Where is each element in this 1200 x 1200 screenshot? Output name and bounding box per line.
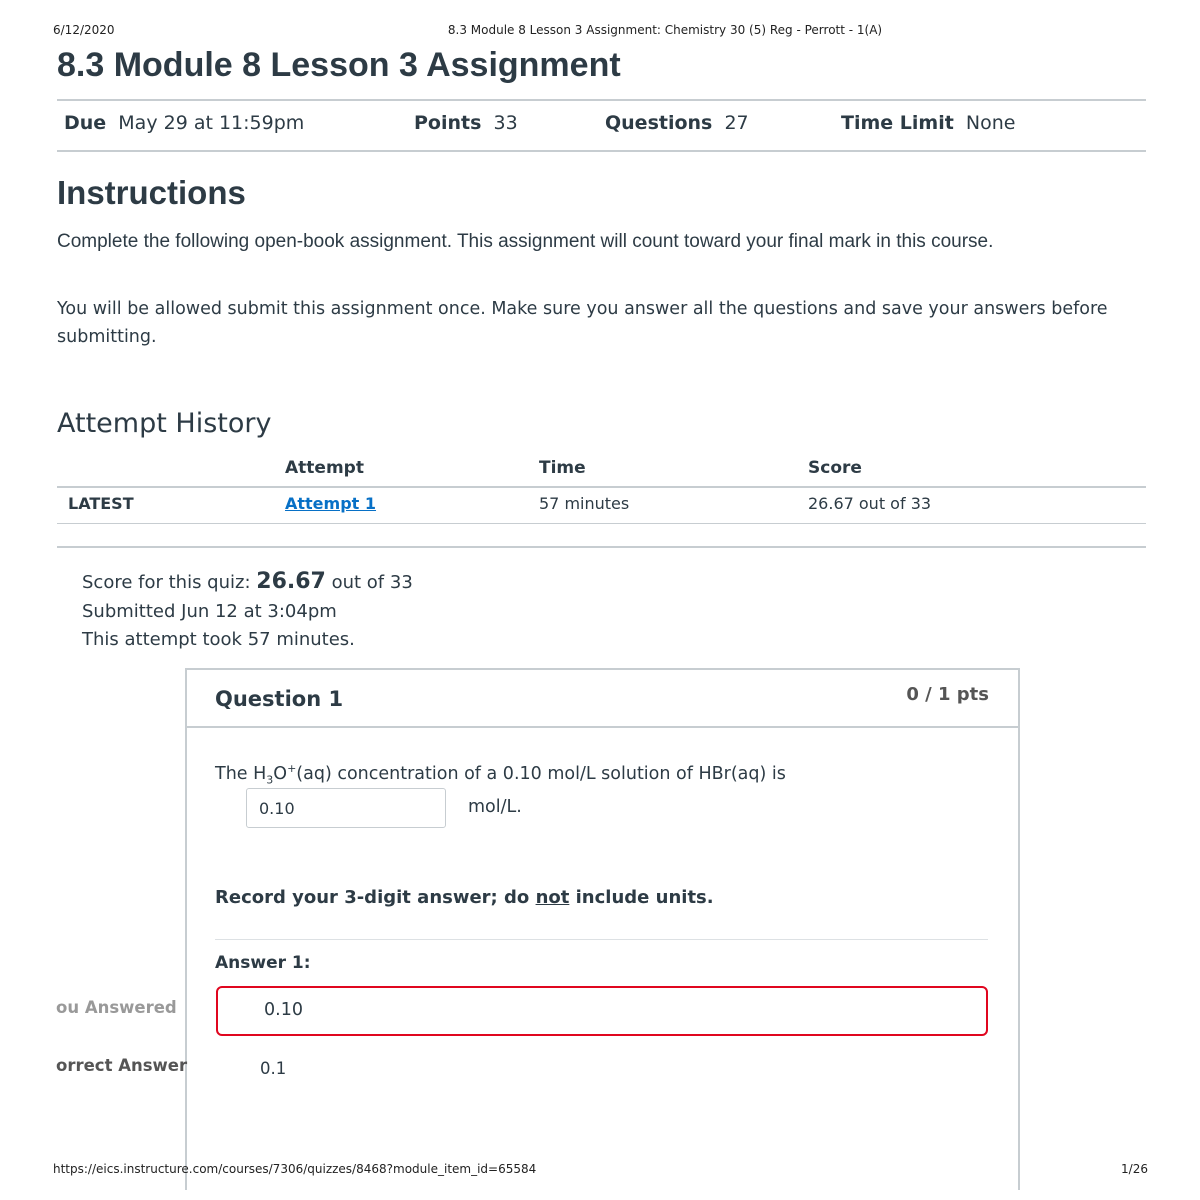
page-title: 8.3 Module 8 Lesson 3 Assignment <box>57 46 621 84</box>
score-value: 26.67 <box>256 569 326 594</box>
answer-input[interactable]: 0.10 <box>246 788 446 828</box>
question-text-mid: O <box>273 763 288 784</box>
instructions-paragraph-1: Complete the following open-book assignment. This assignment will count toward your final mark in this course. <box>57 231 994 252</box>
print-page-number: 1/26 <box>1121 1162 1148 1176</box>
answer-divider <box>215 939 988 940</box>
print-footer <box>0 1160 1200 1180</box>
duration-line: This attempt took 57 minutes. <box>82 629 355 650</box>
answer-label: Answer 1: <box>215 953 311 973</box>
meta-divider <box>57 150 1146 152</box>
instruction-emphasis: not <box>535 887 570 908</box>
print-doc-title: 8.3 Module 8 Lesson 3 Assignment: Chemistry 30 (5) Reg - Perrott - 1(A) <box>447 23 883 37</box>
score-prefix: Score for this quiz: <box>82 572 251 593</box>
meta-questions-value: 27 <box>724 112 749 134</box>
question-card <box>185 668 1020 1190</box>
column-header-score: Score <box>808 458 862 478</box>
column-header-attempt: Attempt <box>285 458 364 478</box>
answer-instruction <box>215 887 714 908</box>
correct-answer-value: 0.1 <box>260 1059 287 1078</box>
meta-questions-label: Questions <box>605 112 713 134</box>
meta-due-label: Due <box>64 112 107 134</box>
quiz-score-line <box>82 569 413 594</box>
column-header-time: Time <box>539 458 586 478</box>
question-text-end: (aq) concentration of a 0.10 mol/L solution of HBr(aq) is <box>296 763 786 784</box>
meta-due-value: May 29 at 11:59pm <box>118 112 305 134</box>
instructions-heading: Instructions <box>57 174 246 211</box>
attempt-time: 57 minutes <box>539 494 630 513</box>
question-text-subscript: 3 <box>266 773 274 787</box>
meta-questions <box>605 112 749 134</box>
meta-time-limit-value: None <box>965 112 1016 134</box>
unit-label: mol/L. <box>468 797 522 817</box>
meta-points <box>414 112 518 134</box>
meta-points-value: 33 <box>493 112 518 134</box>
section-divider <box>57 546 1146 548</box>
question-text <box>215 762 786 786</box>
question-header <box>187 670 1018 728</box>
instructions-paragraph-2: You will be allowed submit this assignment once. Make sure you answer all the questions and save your answers before submitting. <box>57 299 1108 347</box>
title-divider <box>57 99 1146 101</box>
attempt-history-heading: Attempt History <box>57 408 272 439</box>
table-row-divider <box>57 523 1146 524</box>
meta-points-label: Points <box>414 112 482 134</box>
question-title: Question 1 <box>215 687 344 711</box>
print-header <box>0 20 1200 40</box>
table-header-divider <box>57 486 1146 488</box>
submitted-line: Submitted Jun 12 at 3:04pm <box>82 601 337 622</box>
attempt-score: 26.67 out of 33 <box>808 494 932 513</box>
you-answered-label: ou Answered <box>56 998 177 1017</box>
question-text-superscript: + <box>287 762 297 775</box>
score-suffix: out of 33 <box>331 572 413 593</box>
correct-answer-label: orrect Answer <box>56 1056 188 1075</box>
meta-time-limit <box>841 112 1015 134</box>
print-url: https://eics.instructure.com/courses/7306/quizzes/8468?module_item_id=65584 <box>53 1162 537 1176</box>
print-date: 6/12/2020 <box>53 23 115 37</box>
instruction-end: include units. <box>575 887 714 908</box>
question-text-start: The H <box>215 763 267 784</box>
instruction-start: Record your 3-digit answer; do <box>215 887 530 908</box>
meta-time-limit-label: Time Limit <box>841 112 954 134</box>
you-answered-box: 0.10 <box>216 986 988 1036</box>
meta-due <box>64 112 304 134</box>
attempt-1-link[interactable]: Attempt 1 <box>285 494 377 513</box>
question-points: 0 / 1 pts <box>906 684 989 705</box>
latest-tag: LATEST <box>68 494 134 513</box>
